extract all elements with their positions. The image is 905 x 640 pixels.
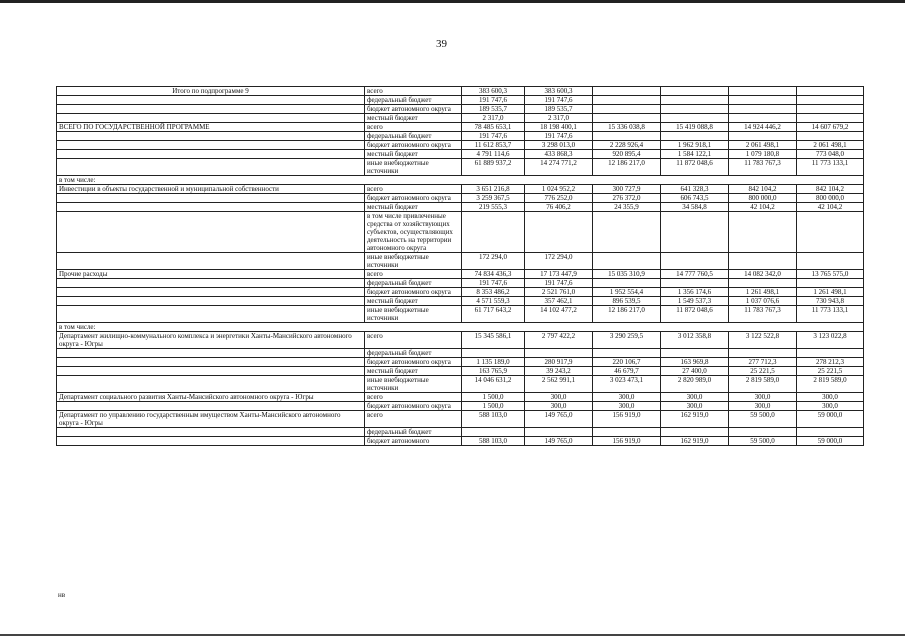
value-cell: 3 012 358,8 bbox=[661, 332, 729, 349]
value-cell: 1 135 189,0 bbox=[462, 358, 525, 367]
value-cell bbox=[729, 114, 797, 123]
value-cell: 383 600,3 bbox=[462, 87, 525, 96]
row-label bbox=[57, 402, 365, 411]
value-cell: 15 345 586,1 bbox=[462, 332, 525, 349]
value-cell bbox=[593, 114, 661, 123]
row-label: Департамент социального развития Ханты-Мансийского автономного округа - Югры bbox=[57, 393, 365, 402]
value-cell: 11 872 048,6 bbox=[661, 306, 729, 323]
value-cell bbox=[462, 428, 525, 437]
table-row bbox=[57, 203, 864, 212]
value-cell: 13 765 575,0 bbox=[797, 270, 864, 279]
value-cell bbox=[462, 349, 525, 358]
row-label bbox=[57, 114, 365, 123]
row-label bbox=[57, 105, 365, 114]
value-cell: 2 228 926,4 bbox=[593, 141, 661, 150]
value-cell bbox=[593, 96, 661, 105]
value-cell: 1 037 076,6 bbox=[729, 297, 797, 306]
row-label: Департамент жилищно-коммунального комплекса и энергетики Ханты-Мансийского автономного округа - Югры bbox=[57, 332, 365, 349]
table-row bbox=[57, 150, 864, 159]
value-cell: 42 104,2 bbox=[797, 203, 864, 212]
value-cell: 2 061 498,1 bbox=[729, 141, 797, 150]
value-cell: 1 079 180,8 bbox=[729, 150, 797, 159]
table-row bbox=[57, 367, 864, 376]
table-row bbox=[57, 270, 864, 279]
value-cell: 300,0 bbox=[729, 393, 797, 402]
funding-source-cell: иные внебюджетные источники bbox=[365, 159, 462, 176]
value-cell bbox=[593, 132, 661, 141]
value-cell: 276 372,0 bbox=[593, 194, 661, 203]
table-row bbox=[57, 349, 864, 358]
funding-source-cell: федеральный бюджет bbox=[365, 279, 462, 288]
value-cell: 280 917,9 bbox=[525, 358, 593, 367]
value-cell: 773 048,0 bbox=[797, 150, 864, 159]
footer-mark: нв bbox=[58, 591, 66, 599]
value-cell bbox=[797, 253, 864, 270]
funding-source-cell: местный бюджет bbox=[365, 203, 462, 212]
value-cell: 172 294,0 bbox=[462, 253, 525, 270]
value-cell: 191 747,6 bbox=[462, 132, 525, 141]
value-cell bbox=[593, 87, 661, 96]
value-cell: 11 872 048,6 bbox=[661, 159, 729, 176]
value-cell: 11 612 853,7 bbox=[462, 141, 525, 150]
table-row bbox=[57, 159, 864, 176]
value-cell: 191 747,6 bbox=[462, 96, 525, 105]
value-cell bbox=[525, 212, 593, 253]
funding-source-cell: всего bbox=[365, 123, 462, 132]
table-row bbox=[57, 437, 864, 446]
value-cell: 300,0 bbox=[593, 402, 661, 411]
table-row bbox=[57, 105, 864, 114]
value-cell: 1 024 952,2 bbox=[525, 185, 593, 194]
row-label bbox=[57, 437, 365, 446]
value-cell: 920 895,4 bbox=[593, 150, 661, 159]
funding-source-cell: местный бюджет bbox=[365, 367, 462, 376]
value-cell: 17 173 447,9 bbox=[525, 270, 593, 279]
table-row bbox=[57, 185, 864, 194]
value-cell bbox=[797, 349, 864, 358]
funding-source-cell: бюджет автономного округа bbox=[365, 402, 462, 411]
scan-bottom-edge bbox=[0, 634, 905, 636]
value-cell: 300,0 bbox=[525, 402, 593, 411]
value-cell: 2 521 761,0 bbox=[525, 288, 593, 297]
value-cell: 2 797 422,2 bbox=[525, 332, 593, 349]
value-cell: 14 046 631,2 bbox=[462, 376, 525, 393]
funding-source-cell: местный бюджет bbox=[365, 114, 462, 123]
table-row bbox=[57, 253, 864, 270]
table-row bbox=[57, 332, 864, 349]
value-cell: 2 562 991,1 bbox=[525, 376, 593, 393]
table-row bbox=[57, 279, 864, 288]
value-cell bbox=[462, 212, 525, 253]
row-label bbox=[57, 132, 365, 141]
value-cell: 842 104,2 bbox=[729, 185, 797, 194]
value-cell: 219 555,3 bbox=[462, 203, 525, 212]
value-cell: 46 679,7 bbox=[593, 367, 661, 376]
value-cell: 300 727,9 bbox=[593, 185, 661, 194]
row-label bbox=[57, 203, 365, 212]
value-cell: 11 783 767,3 bbox=[729, 159, 797, 176]
value-cell: 74 834 436,3 bbox=[462, 270, 525, 279]
table-row bbox=[57, 96, 864, 105]
value-cell bbox=[593, 428, 661, 437]
value-cell bbox=[797, 428, 864, 437]
table-row bbox=[57, 306, 864, 323]
value-cell: 14 102 477,2 bbox=[525, 306, 593, 323]
value-cell: 14 777 760,5 bbox=[661, 270, 729, 279]
funding-source-cell: всего bbox=[365, 87, 462, 96]
value-cell: 1 261 498,1 bbox=[797, 288, 864, 297]
row-label bbox=[57, 96, 365, 105]
value-cell: 15 419 088,8 bbox=[661, 123, 729, 132]
table-row bbox=[57, 323, 864, 332]
value-cell: 25 221,5 bbox=[729, 367, 797, 376]
value-cell: 2 820 989,0 bbox=[661, 376, 729, 393]
value-cell: 300,0 bbox=[797, 393, 864, 402]
value-cell bbox=[797, 105, 864, 114]
value-cell: 39 243,2 bbox=[525, 367, 593, 376]
value-cell bbox=[661, 105, 729, 114]
value-cell bbox=[661, 87, 729, 96]
value-cell: 842 104,2 bbox=[797, 185, 864, 194]
value-cell: 3 651 216,8 bbox=[462, 185, 525, 194]
value-cell: 1 962 918,1 bbox=[661, 141, 729, 150]
row-label: ВСЕГО ПО ГОСУДАРСТВЕННОЙ ПРОГРАММЕ bbox=[57, 123, 365, 132]
value-cell bbox=[661, 349, 729, 358]
funding-source-cell: всего bbox=[365, 393, 462, 402]
budget-table bbox=[56, 86, 864, 446]
value-cell bbox=[661, 96, 729, 105]
table-row bbox=[57, 123, 864, 132]
row-label bbox=[57, 194, 365, 203]
value-cell: 11 783 767,3 bbox=[729, 306, 797, 323]
value-cell bbox=[661, 428, 729, 437]
value-cell: 588 103,0 bbox=[462, 411, 525, 428]
value-cell: 1 952 554,4 bbox=[593, 288, 661, 297]
value-cell: 172 294,0 bbox=[525, 253, 593, 270]
value-cell: 383 600,3 bbox=[525, 87, 593, 96]
value-cell bbox=[729, 212, 797, 253]
value-cell bbox=[593, 349, 661, 358]
value-cell bbox=[661, 132, 729, 141]
value-cell: 156 919,0 bbox=[593, 437, 661, 446]
value-cell bbox=[729, 132, 797, 141]
value-cell: 300,0 bbox=[525, 393, 593, 402]
value-cell: 163 765,9 bbox=[462, 367, 525, 376]
funding-source-cell: иные внебюджетные источники bbox=[365, 376, 462, 393]
value-cell: 34 584,8 bbox=[661, 203, 729, 212]
value-cell: 1 500,0 bbox=[462, 393, 525, 402]
value-cell: 3 023 473,1 bbox=[593, 376, 661, 393]
table-row bbox=[57, 411, 864, 428]
value-cell: 59 000,0 bbox=[797, 411, 864, 428]
value-cell: 149 765,0 bbox=[525, 411, 593, 428]
value-cell: 25 221,5 bbox=[797, 367, 864, 376]
table-row bbox=[57, 297, 864, 306]
value-cell: 76 406,2 bbox=[525, 203, 593, 212]
value-cell: 162 919,0 bbox=[661, 437, 729, 446]
funding-source-cell: федеральный бюджет bbox=[365, 349, 462, 358]
value-cell: 15 336 038,8 bbox=[593, 123, 661, 132]
value-cell: 896 539,5 bbox=[593, 297, 661, 306]
value-cell: 61 717 643,2 bbox=[462, 306, 525, 323]
row-label bbox=[57, 367, 365, 376]
funding-source-cell: иные внебюджетные источники bbox=[365, 253, 462, 270]
funding-source-cell: всего bbox=[365, 270, 462, 279]
value-cell: 163 969,8 bbox=[661, 358, 729, 367]
value-cell: 606 743,5 bbox=[661, 194, 729, 203]
value-cell: 433 868,3 bbox=[525, 150, 593, 159]
value-cell bbox=[593, 212, 661, 253]
table-row bbox=[57, 114, 864, 123]
table-row bbox=[57, 212, 864, 253]
value-cell bbox=[797, 114, 864, 123]
value-cell bbox=[729, 253, 797, 270]
value-cell: 14 082 342,0 bbox=[729, 270, 797, 279]
funding-source-cell: всего bbox=[365, 411, 462, 428]
funding-source-cell: местный бюджет bbox=[365, 297, 462, 306]
value-cell: 11 773 133,1 bbox=[797, 306, 864, 323]
value-cell: 12 186 217,0 bbox=[593, 159, 661, 176]
value-cell bbox=[729, 96, 797, 105]
funding-source-cell: бюджет автономного bbox=[365, 437, 462, 446]
funding-source-cell: в том числе привлеченные средства от хозяйствующих субъектов, осуществляющих деятельность на территории автономного округа bbox=[365, 212, 462, 253]
value-cell: 278 212,3 bbox=[797, 358, 864, 367]
funding-source-cell: всего bbox=[365, 332, 462, 349]
value-cell bbox=[729, 279, 797, 288]
table-row bbox=[57, 87, 864, 96]
value-cell: 191 747,6 bbox=[525, 96, 593, 105]
value-cell: 59 000,0 bbox=[797, 437, 864, 446]
value-cell: 189 535,7 bbox=[462, 105, 525, 114]
value-cell bbox=[729, 428, 797, 437]
row-label bbox=[57, 297, 365, 306]
value-cell: 78 485 653,1 bbox=[462, 123, 525, 132]
value-cell bbox=[593, 279, 661, 288]
table-row bbox=[57, 132, 864, 141]
value-cell: 1 584 122,1 bbox=[661, 150, 729, 159]
value-cell bbox=[729, 105, 797, 114]
value-cell: 357 462,1 bbox=[525, 297, 593, 306]
table-row bbox=[57, 194, 864, 203]
value-cell: 641 328,3 bbox=[661, 185, 729, 194]
funding-source-cell: бюджет автономного округа bbox=[365, 288, 462, 297]
table-row bbox=[57, 176, 864, 185]
row-label: в том числе: bbox=[57, 323, 864, 332]
value-cell bbox=[661, 212, 729, 253]
value-cell: 156 919,0 bbox=[593, 411, 661, 428]
row-label: Прочие расходы bbox=[57, 270, 365, 279]
value-cell: 1 549 537,3 bbox=[661, 297, 729, 306]
value-cell: 4 791 114,6 bbox=[462, 150, 525, 159]
table-row bbox=[57, 288, 864, 297]
table-row bbox=[57, 402, 864, 411]
row-label bbox=[57, 212, 365, 253]
row-label bbox=[57, 253, 365, 270]
row-label bbox=[57, 279, 365, 288]
value-cell bbox=[661, 279, 729, 288]
value-cell: 277 712,3 bbox=[729, 358, 797, 367]
row-label bbox=[57, 306, 365, 323]
value-cell: 15 035 310,9 bbox=[593, 270, 661, 279]
funding-source-cell: местный бюджет bbox=[365, 150, 462, 159]
row-label bbox=[57, 141, 365, 150]
value-cell: 300,0 bbox=[797, 402, 864, 411]
value-cell: 191 747,6 bbox=[462, 279, 525, 288]
value-cell: 300,0 bbox=[661, 402, 729, 411]
table-row bbox=[57, 376, 864, 393]
value-cell: 3 122 522,8 bbox=[729, 332, 797, 349]
value-cell: 300,0 bbox=[729, 402, 797, 411]
value-cell: 61 889 937,2 bbox=[462, 159, 525, 176]
value-cell: 1 356 174,6 bbox=[661, 288, 729, 297]
row-label: в том числе: bbox=[57, 176, 864, 185]
value-cell: 800 000,0 bbox=[729, 194, 797, 203]
value-cell bbox=[593, 105, 661, 114]
value-cell: 191 747,6 bbox=[525, 279, 593, 288]
value-cell: 59 500,0 bbox=[729, 437, 797, 446]
value-cell: 3 290 259,5 bbox=[593, 332, 661, 349]
value-cell bbox=[797, 96, 864, 105]
value-cell bbox=[729, 349, 797, 358]
value-cell bbox=[525, 428, 593, 437]
value-cell: 14 607 679,2 bbox=[797, 123, 864, 132]
value-cell: 189 535,7 bbox=[525, 105, 593, 114]
funding-source-cell: федеральный бюджет bbox=[365, 428, 462, 437]
value-cell: 42 104,2 bbox=[729, 203, 797, 212]
row-label bbox=[57, 288, 365, 297]
value-cell bbox=[797, 279, 864, 288]
row-label bbox=[57, 376, 365, 393]
value-cell: 1 500,0 bbox=[462, 402, 525, 411]
table-row bbox=[57, 141, 864, 150]
value-cell bbox=[797, 87, 864, 96]
value-cell: 2 061 498,1 bbox=[797, 141, 864, 150]
table-row bbox=[57, 428, 864, 437]
page-number: 39 bbox=[436, 38, 447, 50]
value-cell: 1 261 498,1 bbox=[729, 288, 797, 297]
row-label bbox=[57, 428, 365, 437]
value-cell: 776 252,0 bbox=[525, 194, 593, 203]
value-cell: 191 747,6 bbox=[525, 132, 593, 141]
value-cell: 3 123 022,8 bbox=[797, 332, 864, 349]
value-cell: 59 500,0 bbox=[729, 411, 797, 428]
value-cell: 24 355,9 bbox=[593, 203, 661, 212]
value-cell bbox=[729, 87, 797, 96]
table-body bbox=[57, 87, 864, 446]
value-cell: 2 819 589,0 bbox=[729, 376, 797, 393]
value-cell: 14 924 446,2 bbox=[729, 123, 797, 132]
funding-source-cell: бюджет автономного округа bbox=[365, 194, 462, 203]
funding-source-cell: бюджет автономного округа bbox=[365, 358, 462, 367]
value-cell: 588 103,0 bbox=[462, 437, 525, 446]
table-row bbox=[57, 358, 864, 367]
value-cell bbox=[661, 253, 729, 270]
row-label bbox=[57, 349, 365, 358]
value-cell: 800 000,0 bbox=[797, 194, 864, 203]
funding-source-cell: бюджет автономного округа bbox=[365, 105, 462, 114]
table-row bbox=[57, 393, 864, 402]
value-cell: 300,0 bbox=[593, 393, 661, 402]
value-cell: 4 571 559,3 bbox=[462, 297, 525, 306]
value-cell: 220 106,7 bbox=[593, 358, 661, 367]
row-label bbox=[57, 150, 365, 159]
row-label bbox=[57, 159, 365, 176]
value-cell: 730 943,8 bbox=[797, 297, 864, 306]
value-cell: 14 274 771,2 bbox=[525, 159, 593, 176]
row-label: Итого по подпрограмме 9 bbox=[57, 87, 365, 96]
value-cell: 2 317,0 bbox=[525, 114, 593, 123]
value-cell: 27 400,0 bbox=[661, 367, 729, 376]
value-cell: 3 298 013,0 bbox=[525, 141, 593, 150]
value-cell: 8 353 486,2 bbox=[462, 288, 525, 297]
value-cell: 3 259 367,5 bbox=[462, 194, 525, 203]
value-cell bbox=[525, 349, 593, 358]
value-cell bbox=[797, 212, 864, 253]
value-cell: 300,0 bbox=[661, 393, 729, 402]
value-cell bbox=[661, 114, 729, 123]
value-cell: 18 198 400,1 bbox=[525, 123, 593, 132]
funding-source-cell: федеральный бюджет bbox=[365, 132, 462, 141]
funding-source-cell: федеральный бюджет bbox=[365, 96, 462, 105]
value-cell: 11 773 133,1 bbox=[797, 159, 864, 176]
row-label: Департамент по управлению государственным имуществом Ханты-Мансийского автономного округа - Югры bbox=[57, 411, 365, 428]
value-cell: 12 186 217,0 bbox=[593, 306, 661, 323]
value-cell: 162 919,0 bbox=[661, 411, 729, 428]
funding-source-cell: всего bbox=[365, 185, 462, 194]
value-cell: 2 317,0 bbox=[462, 114, 525, 123]
value-cell: 149 765,0 bbox=[525, 437, 593, 446]
value-cell: 2 819 589,0 bbox=[797, 376, 864, 393]
scan-top-edge bbox=[0, 0, 905, 3]
funding-source-cell: иные внебюджетные источники bbox=[365, 306, 462, 323]
value-cell bbox=[797, 132, 864, 141]
row-label: Инвестиции в объекты государственной и муниципальной собственности bbox=[57, 185, 365, 194]
row-label bbox=[57, 358, 365, 367]
funding-source-cell: бюджет автономного округа bbox=[365, 141, 462, 150]
value-cell bbox=[593, 253, 661, 270]
